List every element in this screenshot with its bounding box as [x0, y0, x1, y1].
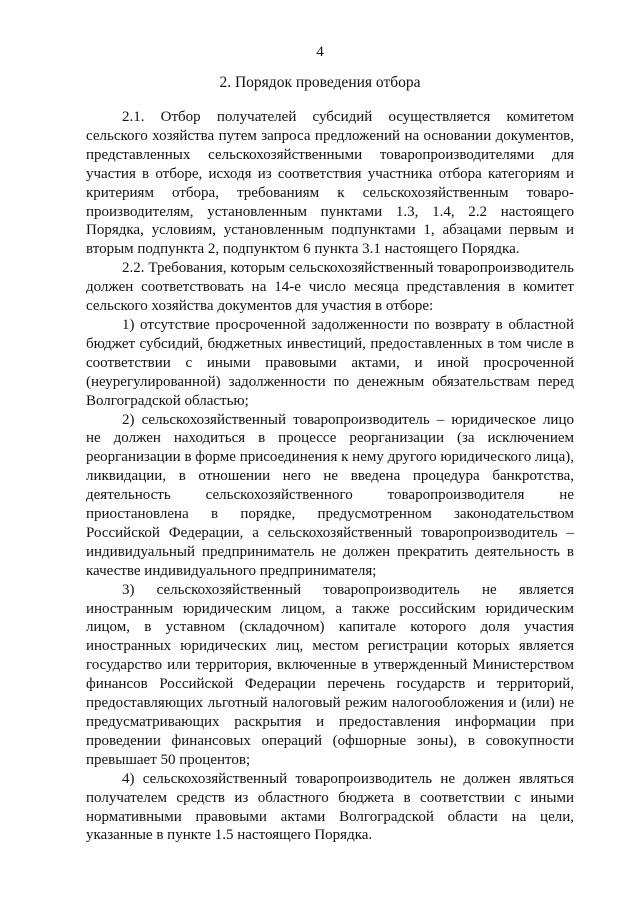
- paragraph-2-2: 2.2. Требования, которым сельскохозяйственный товаропроизводитель должен соответствовать на 14-е число месяца представления в комитет сельского хозяйства документов для участия в отборе:: [86, 260, 574, 315]
- paragraph-item-1: 1) отсутствие просроченной задолженности по возврату в областной бюджет субсидий, бюджетных инвестиций, предоставленных в том числе в соответствии с иными правовыми актами, и иной просроченной (неурегулированной) задолженности по денежным обязательствам перед Волгоградской областью;: [86, 316, 574, 409]
- paragraph-item-4: 4) сельскохозяйственный товаропроизводитель не должен являться получателем средств из областного бюджета в соответствии с иными нормативными правовыми актами Волгоградской области на цели, указанные в пункте 1.5 настоящего Порядка.: [86, 770, 574, 844]
- paragraph-item-3: 3) сельскохозяйственный товаропроизводитель не является иностранным юридическим лицом, а также российским юридическим лицом, в уставном (складочном) капитале которого доля участия иностранных юридических лиц, местом регистрации которых является государство или территория, включенные в утвержденный Министерством финансов Российской Федерации перечень государств и территорий, предоставляющих льготный налоговый режим налогообложения и (или) не предусматривающих раскрытия и предоставления информации при проведении финансовых операций (офшорные зоны), в совокупности превышает 50 процентов;: [86, 581, 574, 768]
- page-number: 4: [316, 44, 324, 60]
- paragraph-item-2: 2) сельскохозяйственный товаропроизводитель – юридическое лицо не должен находиться в процессе реорганизации (за исключением реорганизации в форме присоединения к нему другого юридического лица), ликвидации, в отношении него не введена процедура банкротства, деятельность сельскохозяйственного товаропроизводителя не приостановлена в порядке, предусмотренном законодательством Российской Федерации, а сельскохозяйственный товаропроизводитель – индивидуальный предприниматель не должен прекратить деятельность в качестве индивидуального предпринимателя;: [86, 411, 574, 579]
- section-body: [86, 108, 574, 845]
- section-heading: 2. Порядок проведения отбора: [219, 74, 421, 91]
- paragraph-2-1: 2.1. Отбор получателей субсидий осуществляется комитетом сельского хозяйства путем запроса предложений на основании документов, представленных сельскохозяйственными товаропроизводителями для участия в отборе, исходя из соответствия участника отбора категориям и критериям отбора, требованиям к сельскохозяйственным товаро-производителям, установленным пунктами 1.3, 1.4, 2.2 настоящего Порядка, условиям, установленным подпунктами 1, абзацами первым и вторым подпункта 2, подпунктом 6 пункта 3.1 настоящего Порядка.: [86, 109, 574, 258]
